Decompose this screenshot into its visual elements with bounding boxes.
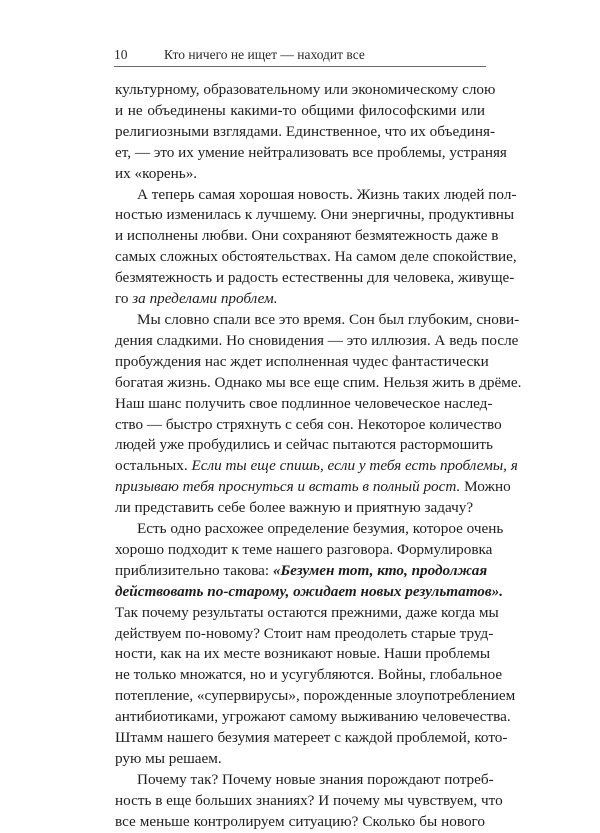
header-divider: [114, 66, 486, 67]
text-line: и исполнены любви. Они сохраняют безмятежность даже в: [115, 227, 499, 245]
text-line: Мы словно спали все это время. Сон был глубоким, снови-: [137, 310, 520, 328]
text-line: ности, как на их месте возникают новые. Наши проблемы: [115, 645, 491, 663]
text-line: [115, 289, 485, 310]
paragraph: [115, 770, 503, 833]
text-line: ность в еще больших знаниях? И почему мы чувствуем, что: [115, 791, 503, 809]
text-line: ностью изменилась к лучшему. Они энергичны, продуктивны: [115, 206, 515, 224]
italic-phrase: призываю тебя проснуться и встать в полный рост.: [115, 478, 461, 496]
body-text: [115, 80, 522, 833]
paragraph: [115, 310, 522, 519]
text-line: антибиотиками, угрожают самому выживанию человечества.: [115, 708, 511, 726]
text-line: людей уже пробудились и сейчас пытаются растормошить: [115, 436, 493, 454]
text-line: Есть одно расхожее определение безумия, которое очень: [137, 520, 504, 538]
text-line: Штамм нашего безумия матереет с каждой проблемой, кото-: [115, 729, 508, 747]
text-line: [115, 456, 518, 477]
text-line: А теперь самая хорошая новость. Жизнь таких людей пол-: [137, 185, 517, 203]
text-line: дения сладкими. Но сновидения — это иллюзия. А ведь после: [115, 331, 519, 349]
running-header: [114, 44, 486, 66]
text-line: рую мы решаем.: [115, 750, 222, 767]
text-line: все меньше контролируем ситуацию? Сколько бы нового: [115, 812, 485, 830]
text-line: [115, 561, 488, 582]
paragraph: [115, 80, 507, 185]
italic-phrase: Если ты еще спишь, если у тебя есть проблемы, я: [191, 457, 518, 475]
text-line: не только множатся, но и усугубляются. Войны, глобальное: [115, 666, 503, 684]
text-line: ство — быстро стряхнуть с себя сон. Некоторое количество: [115, 415, 502, 433]
paragraph: [115, 519, 516, 770]
paragraph: [115, 185, 517, 310]
text-line: [115, 477, 511, 498]
text-line: богатая жизнь. Однако мы все еще спим. Нельзя жить в дрёме.: [115, 373, 522, 391]
text-fragment: остальных.: [115, 457, 188, 475]
bold-italic-quote: «Безумен тот, кто, продолжая: [272, 561, 488, 579]
page-number: 10: [114, 47, 128, 62]
text-line: Наш шанс получить свое подлинное человеческое наслед-: [115, 394, 493, 412]
text-fragment: приблизительно такова:: [115, 561, 270, 579]
text-line: Так почему результаты остаются прежними, даже когда мы: [115, 603, 499, 621]
text-line: хорошо подходит к теме нашего разговора. Формулировка: [115, 540, 493, 558]
text-line: религиозными взглядами. Единственное, что их объединя-: [115, 122, 496, 140]
text-line: потепление, «супервирусы», порожденные злоупотреблением: [115, 687, 516, 705]
italic-phrase: за пределами проблем.: [132, 290, 278, 308]
text-line: культурному, образовательному или экономическому слою: [115, 81, 496, 98]
text-line: ли представить себе более важную и приятную задачу?: [115, 499, 474, 517]
text-line: действуем по-новому? Стоит нам преодолеть старые труд-: [115, 624, 494, 642]
text-fragment: го: [115, 290, 129, 308]
text-line: и не объединены какими-то общими философскими или: [115, 101, 485, 119]
text-line: самых сложных обстоятельствах. На самом деле спокойствие,: [115, 248, 517, 266]
book-title: Кто ничего не ищет — находит все: [164, 47, 365, 62]
bold-italic-quote: действовать по-старому, ожидает новых результатов».: [115, 582, 504, 600]
text-fragment: Можно: [464, 478, 511, 496]
text-line: пробуждения нас ждет исполненная чудес фантастически: [115, 352, 489, 370]
text-line: ет, — это их умение нейтрализовать все проблемы, устраняя: [115, 143, 507, 161]
text-line: безмятежность и радость естественны для человека, живуще-: [115, 269, 515, 287]
text-line: их «корень».: [115, 164, 198, 182]
text-line: Почему так? Почему новые знания порождают потреб-: [137, 770, 494, 788]
